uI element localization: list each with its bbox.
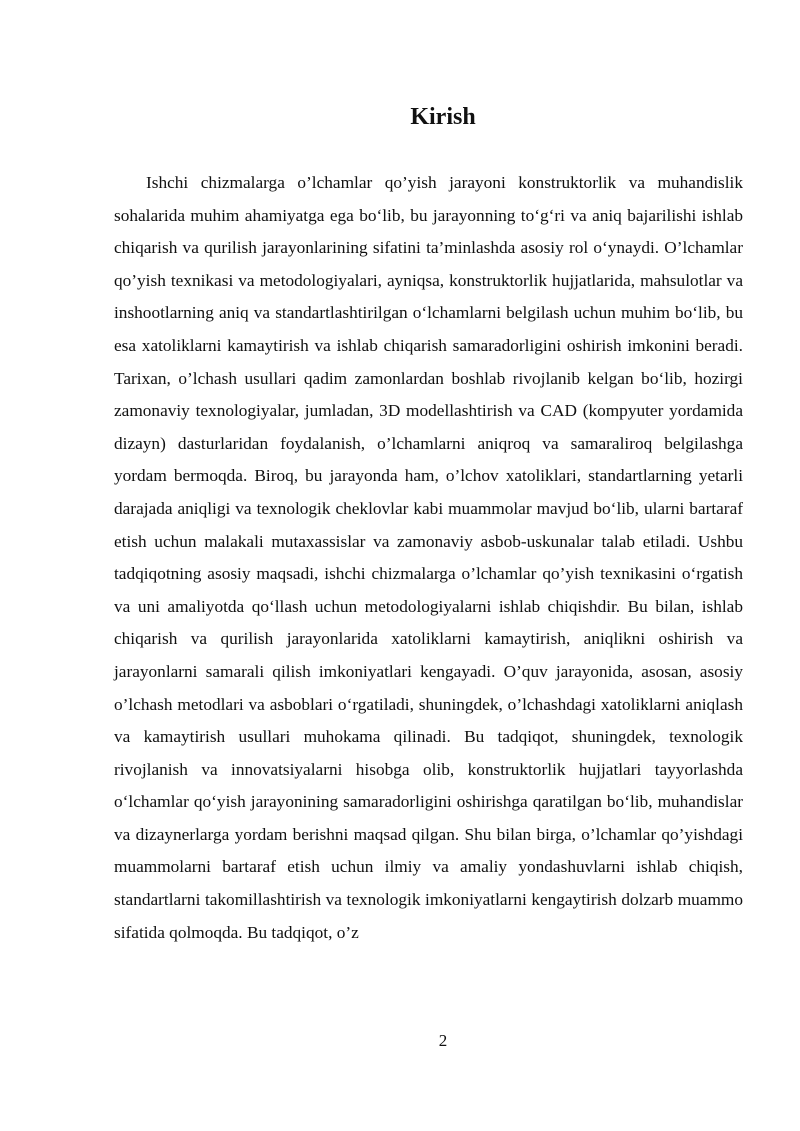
page-number: 2 <box>438 1031 448 1050</box>
section-title: Kirish <box>410 104 476 130</box>
body-paragraph: Ishchi chizmalarga o’lchamlar qo’yish jarayoni konstruktorlik va muhandislik sohalarida muhim ahamiyatga ega bo‘lib, bu jarayonning to‘g‘ri va aniq bajarilishi ishlab chiqarish va qurilish jarayonlarining sifatini ta’minlashda asosiy rol o‘ynaydi. O’lchamlar qo’yish texnikasi va metodologiyalari, ayniqsa, konstruktorlik hujjatlarida, mahsulotlar va inshootlarning aniq va standartlashtirilgan o‘lchamlarni belgilash uchun muhim bo‘lib, bu esa xatoliklarni kamaytirish va ishlab chiqarish samaradorligini oshirish imkonini beradi. Tarixan, o’lchash usullari qadim zamonlardan boshlab rivojlanib kelgan bo‘lib, hozirgi zamonaviy texnologiyalar, jumladan, 3D modellashtirish va CAD (kompyuter yordamida dizayn) dasturlaridan foydalanish, o’lchamlarni aniqroq va samaraliroq belgilashga yordam bermoqda. Biroq, bu jarayonda ham, o’lchov xatoliklari, standartlarning yetarli darajada aniqligi va texnologik cheklovlar kabi muammolar mavjud bo‘lib, ularni bartaraf etish uchun malakali mutaxassislar va zamonaviy asbob-uskunalar talab etiladi. Ushbu tadqiqotning asosiy maqsadi, ishchi chizmalarga o’lchamlar qo’yish texnikasini o‘rgatish va uni amaliyotda qo‘llash uchun metodologiyalarni ishlab chiqishdir. Bu bilan, ishlab chiqarish va qurilish jarayonlarida xatoliklarni kamaytirish, aniqlikni oshirish va jarayonlarni samarali qilish imkoniyatlari kengayadi. O’quv jarayonida, asosan, asosiy o’lchash metodlari va asboblari o‘rgatiladi, shuningdek, o’lchashdagi xatoliklarni aniqlash va kamaytirish usullari muhokama qilinadi. Bu tadqiqot, shuningdek, texnologik rivojlanish va innovatsiyalarni hisobga olib, konstruktorlik hujjatlari tayyorlashda o‘lchamlar qo‘yish jarayonining samaradorligini oshirishga qaratilgan bo‘lib, muhandislar va dizaynerlarga yordam berishni maqsad qilgan. Shu bilan birga, o’lchamlar qo’yishdagi muammolarni bartaraf etish uchun ilmiy va amaliy yondashuvlarni ishlab chiqish, standartlarni takomillashtirish va texnologik imkoniyatlarni kengaytirish dolzarb muammo sifatida qolmoqda. Bu tadqiqot, o’z <box>114 173 743 942</box>
